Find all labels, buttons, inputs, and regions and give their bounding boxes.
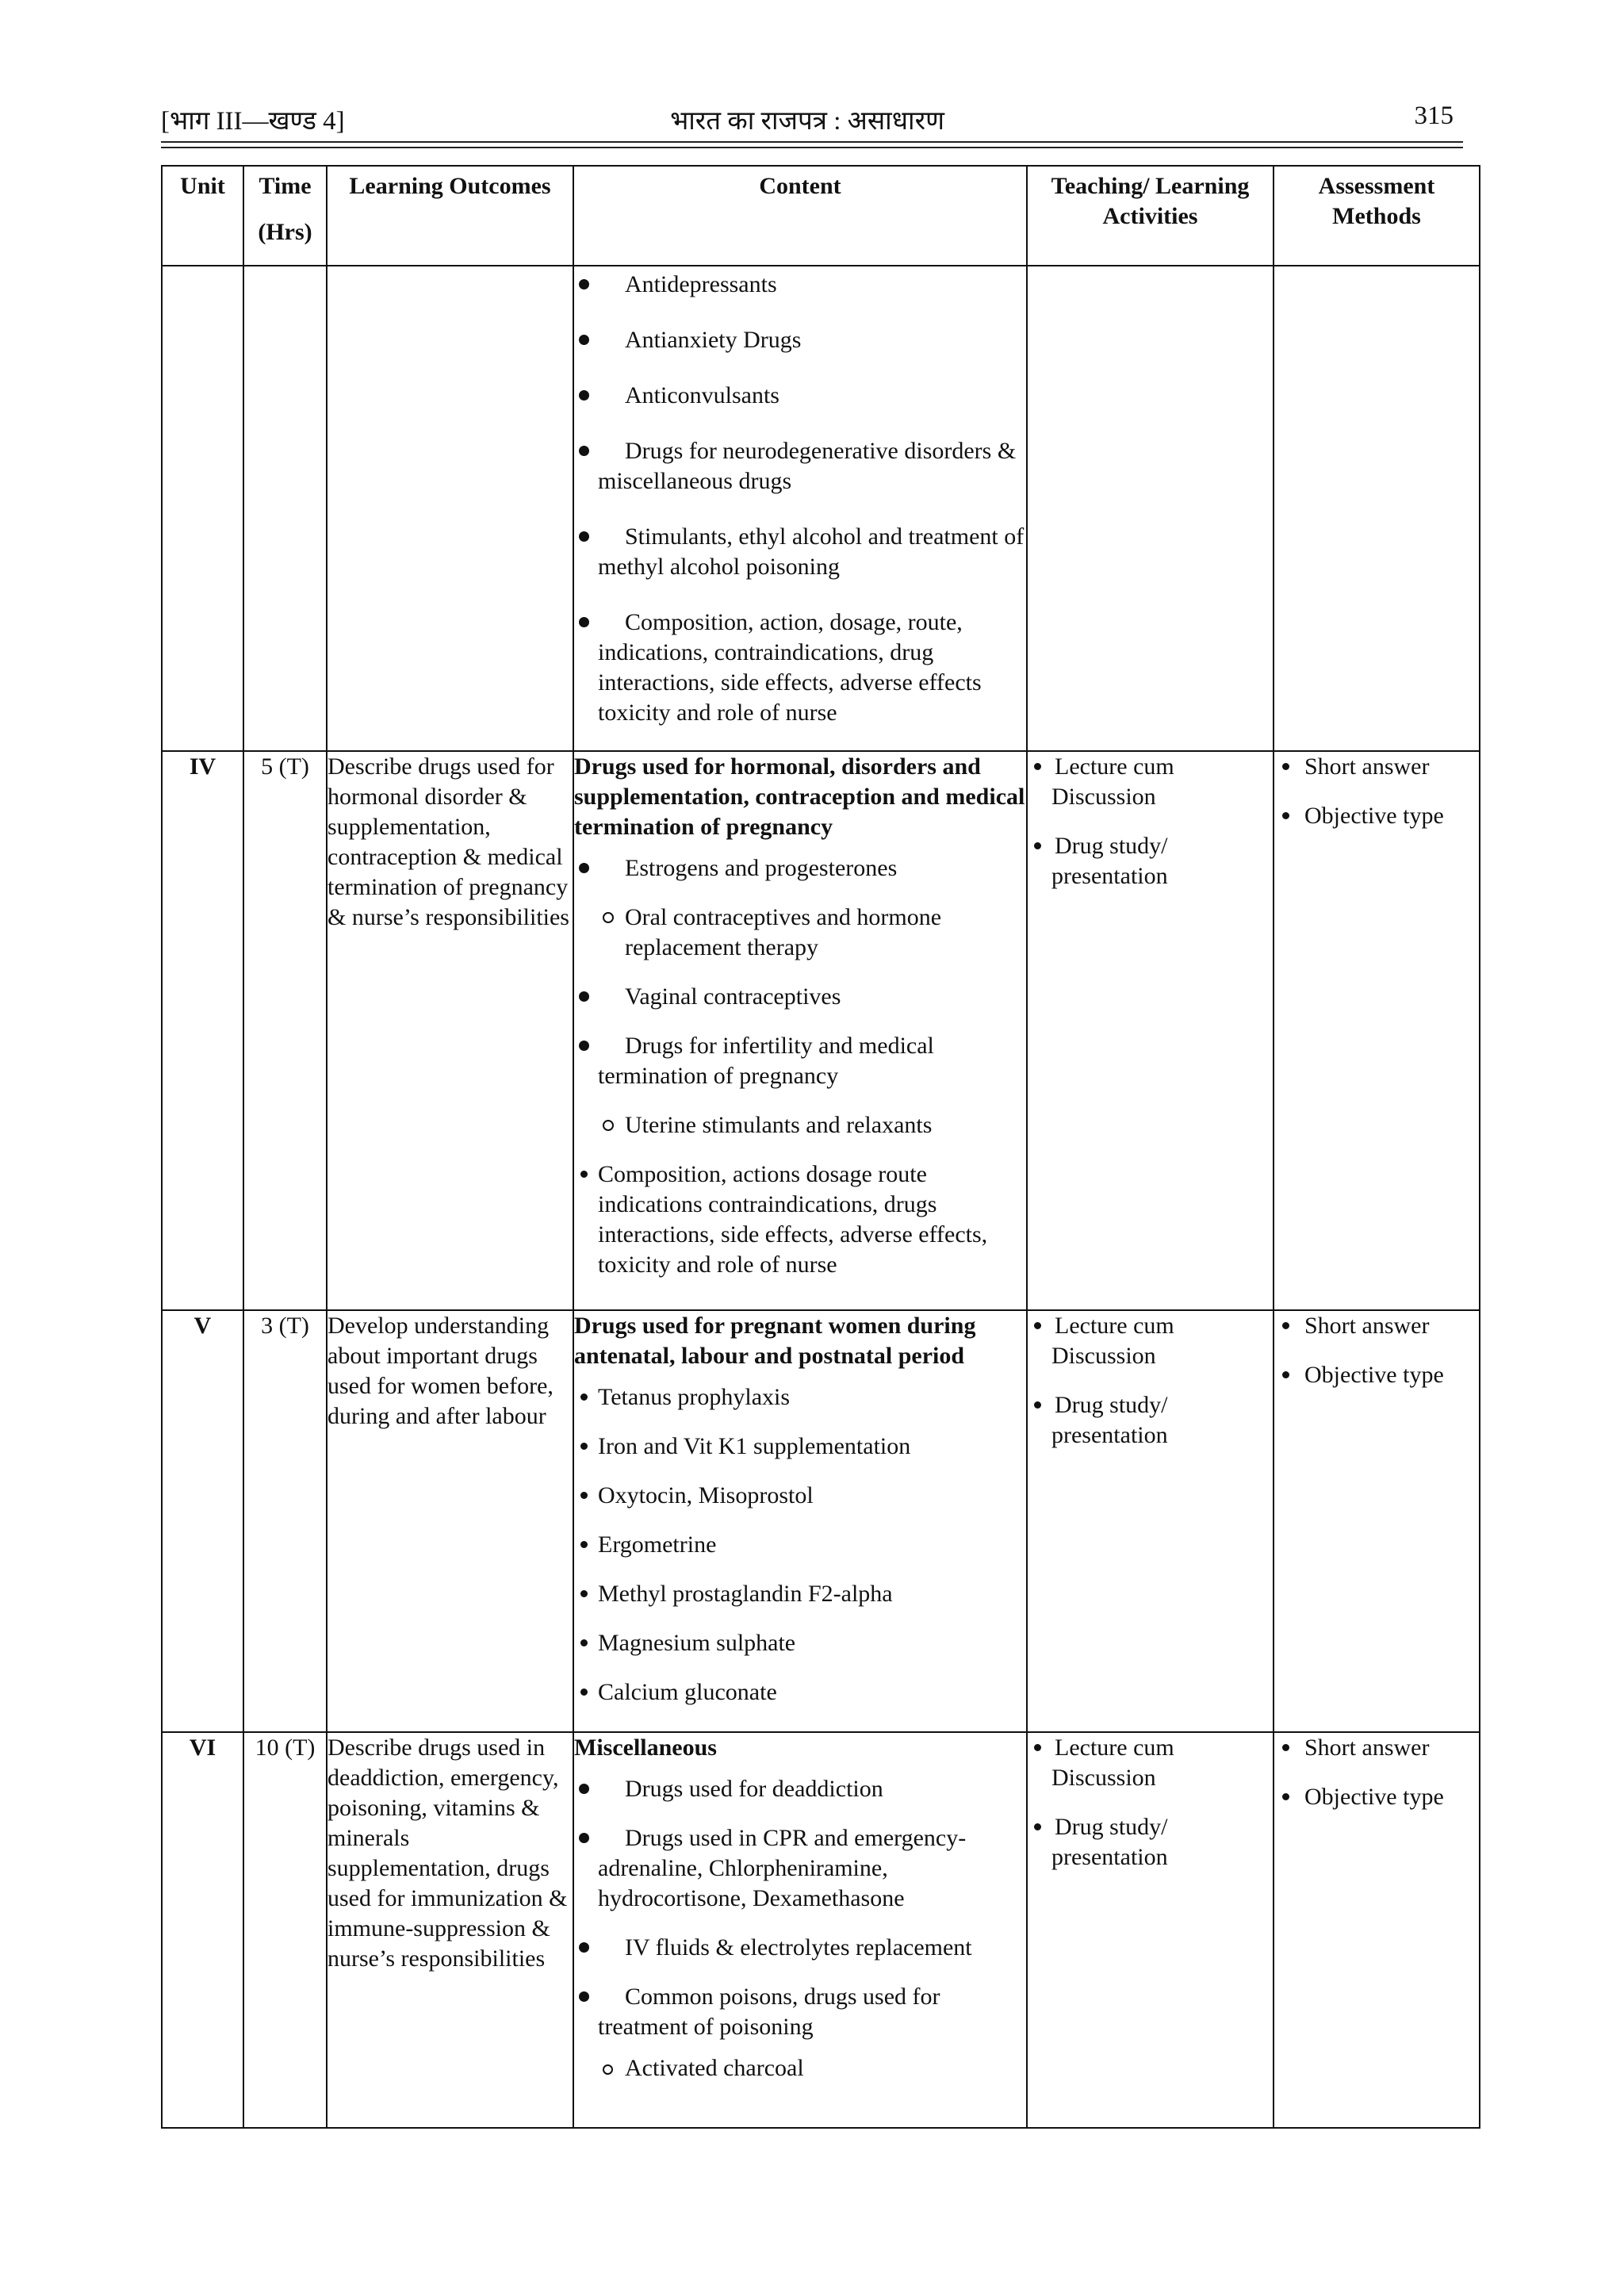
table-header-row bbox=[162, 166, 1480, 266]
content-item: Antidepressants bbox=[574, 270, 1026, 300]
learning-outcomes-cell bbox=[327, 266, 573, 751]
teaching-item: Drug study/ presentation bbox=[1028, 831, 1273, 891]
table-row bbox=[162, 1310, 1480, 1732]
teaching-item: Lecture cum Discussion bbox=[1028, 752, 1273, 812]
unit-cell: IV bbox=[162, 751, 243, 1310]
unit-cell: VI bbox=[162, 1732, 243, 2128]
learning-outcomes-cell: Develop understanding about important drugs used for women before, during and after labour bbox=[327, 1310, 573, 1732]
content-subitem: Uterine stimulants and relaxants bbox=[574, 1110, 1026, 1140]
content-cell bbox=[573, 1310, 1027, 1732]
unit-cell: V bbox=[162, 1310, 243, 1732]
content-subitem: Activated charcoal bbox=[574, 2053, 1026, 2083]
column-header-teaching: Teaching/ Learning Activities bbox=[1027, 166, 1274, 266]
teaching-cell bbox=[1027, 1310, 1274, 1732]
content-cell bbox=[573, 266, 1027, 751]
content-item: Estrogens and progesterones bbox=[574, 853, 1026, 884]
assessment-cell bbox=[1274, 751, 1480, 1310]
header-double-rule bbox=[161, 141, 1463, 148]
page-header bbox=[161, 102, 1454, 135]
teaching-item: Lecture cum Discussion bbox=[1028, 1733, 1273, 1793]
assessment-item: Objective type bbox=[1274, 801, 1479, 831]
column-header-assessment: Assessment Methods bbox=[1274, 166, 1480, 266]
column-header-unit: Unit bbox=[162, 166, 243, 266]
gazette-title: भारत का राजपत्र : असाधारण bbox=[670, 107, 944, 136]
teaching-item: Drug study/ presentation bbox=[1028, 1390, 1273, 1451]
content-item: Composition, actions dosage route indications contraindications, drugs interactions, side effects, adverse effects, toxicity and role of nurse bbox=[574, 1159, 1026, 1280]
time-cell: 5 (T) bbox=[243, 751, 327, 1310]
learning-outcomes-cell: Describe drugs used in deaddiction, emergency, poisoning, vitamins & minerals supplementation, drugs used for immunization & immune-suppression & nurse’s responsibilities bbox=[327, 1732, 573, 2128]
table-row bbox=[162, 1732, 1480, 2128]
content-item: Drugs for infertility and medical termination of pregnancy bbox=[574, 1031, 1026, 1091]
assessment-cell bbox=[1274, 1310, 1480, 1732]
content-item: Drugs used for deaddiction bbox=[574, 1774, 1026, 1804]
content-item: IV fluids & electrolytes replacement bbox=[574, 1933, 1026, 1963]
syllabus-table bbox=[161, 165, 1480, 2129]
content-cell bbox=[573, 1732, 1027, 2128]
column-header-learning-outcomes: Learning Outcomes bbox=[327, 166, 573, 266]
time-cell: 3 (T) bbox=[243, 1310, 327, 1732]
content-heading: Drugs used for pregnant women during antenatal, labour and postnatal period bbox=[574, 1313, 976, 1369]
content-item: Vaginal contraceptives bbox=[574, 982, 1026, 1012]
time-cell: 10 (T) bbox=[243, 1732, 327, 2128]
unit-cell bbox=[162, 266, 243, 751]
content-subitem: Oral contraceptives and hormone replacement therapy bbox=[574, 903, 1026, 963]
content-item: Antianxiety Drugs bbox=[574, 325, 1026, 355]
assessment-item: Short answer bbox=[1274, 1733, 1479, 1763]
assessment-item: Objective type bbox=[1274, 1360, 1479, 1390]
content-item: Oxytocin, Misoprostol bbox=[574, 1481, 1026, 1511]
content-heading: Drugs used for hormonal, disorders and supplementation, contraception and medical termination of pregnancy bbox=[574, 753, 1025, 840]
table-row bbox=[162, 751, 1480, 1310]
content-item: Iron and Vit K1 supplementation bbox=[574, 1432, 1026, 1462]
content-item: Stimulants, ethyl alcohol and treatment of methyl alcohol poisoning bbox=[574, 522, 1026, 582]
content-item: Ergometrine bbox=[574, 1530, 1026, 1560]
assessment-cell bbox=[1274, 1732, 1480, 2128]
column-header-time-label: Time bbox=[259, 173, 312, 199]
teaching-cell bbox=[1027, 1732, 1274, 2128]
column-header-time bbox=[243, 166, 327, 266]
content-item: Calcium gluconate bbox=[574, 1677, 1026, 1708]
content-item: Common poisons, drugs used for treatment of poisoning bbox=[574, 1982, 1026, 2042]
content-heading: Miscellaneous bbox=[574, 1734, 717, 1761]
assessment-item: Short answer bbox=[1274, 1311, 1479, 1341]
assessment-item: Short answer bbox=[1274, 752, 1479, 782]
teaching-cell bbox=[1027, 751, 1274, 1310]
learning-outcomes-cell: Describe drugs used for hormonal disorder & supplementation, contraception & medical termination of pregnancy & nurse’s responsibilities bbox=[327, 751, 573, 1310]
column-header-time-unit: (Hrs) bbox=[258, 219, 312, 245]
teaching-cell bbox=[1027, 266, 1274, 751]
content-cell bbox=[573, 751, 1027, 1310]
content-item: Anticonvulsants bbox=[574, 381, 1026, 411]
content-item: Methyl prostaglandin F2-alpha bbox=[574, 1579, 1026, 1609]
teaching-item: Drug study/ presentation bbox=[1028, 1812, 1273, 1872]
time-cell bbox=[243, 266, 327, 751]
assessment-cell bbox=[1274, 266, 1480, 751]
content-item: Magnesium sulphate bbox=[574, 1628, 1026, 1658]
table-row bbox=[162, 266, 1480, 751]
gazette-part-label: [भाग III—खण्ड 4] bbox=[161, 107, 345, 136]
content-item: Drugs for neurodegenerative disorders & miscellaneous drugs bbox=[574, 436, 1026, 496]
content-item: Drugs used in CPR and emergency- adrenaline, Chlorpheniramine, hydrocortisone, Dexamethasone bbox=[574, 1823, 1026, 1914]
assessment-item: Objective type bbox=[1274, 1782, 1479, 1812]
content-item: Composition, action, dosage, route, indications, contraindications, drug interactions, side effects, adverse effects toxicity and role of nurse bbox=[574, 608, 1026, 728]
page-number: 315 bbox=[1414, 102, 1454, 130]
column-header-content: Content bbox=[573, 166, 1027, 266]
content-item: Tetanus prophylaxis bbox=[574, 1382, 1026, 1412]
teaching-item: Lecture cum Discussion bbox=[1028, 1311, 1273, 1371]
